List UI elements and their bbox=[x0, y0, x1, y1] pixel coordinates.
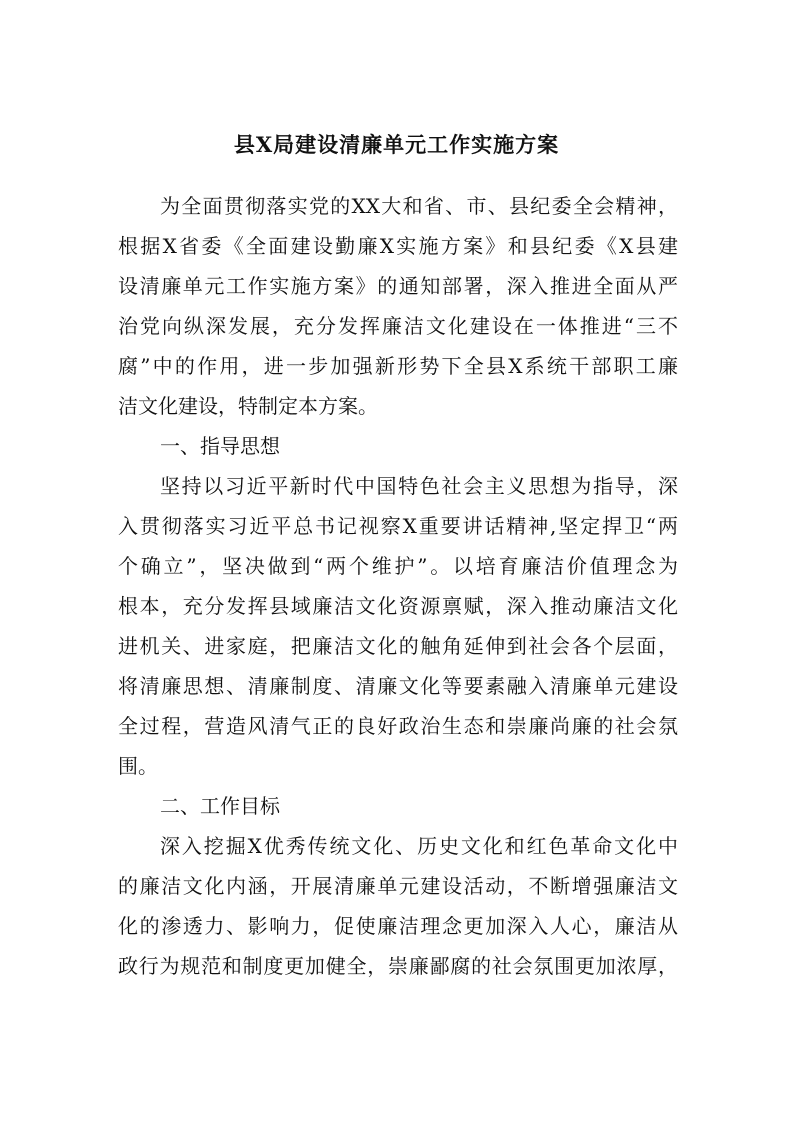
paragraph-intro-line-2: 根据X省委《全面建设勤廉X实施方案》和县纪委《X县建 bbox=[118, 234, 678, 258]
paragraph-guiding-line-2: 入贯彻落实习近平总书记视察X重要讲话精神,坚定捍卫“两 bbox=[118, 514, 678, 538]
paragraph-goals-line-2: 的廉洁文化内涵，开展清廉单元建设活动，不断增强廉洁文 bbox=[118, 874, 678, 898]
document-title: 县X局建设清廉单元工作实施方案 bbox=[233, 132, 560, 157]
paragraph-guiding-line-4: 根本，充分发挥县域廉洁文化资源禀赋，深入推动廉洁文化 bbox=[118, 594, 678, 618]
paragraph-guiding-line-3: 个确立”，坚决做到“两个维护”。以培育廉洁价值理念为 bbox=[118, 554, 678, 578]
section-heading-work-goals: 二、工作目标 bbox=[160, 794, 280, 818]
paragraph-guiding-line-1: 坚持以习近平新时代中国特色社会主义思想为指导，深 bbox=[160, 474, 678, 498]
paragraph-intro-line-6: 洁文化建设，特制定本方案。 bbox=[118, 394, 378, 418]
paragraph-intro-line-1: 为全面贯彻落实党的XX大和省、市、县纪委全会精神， bbox=[160, 194, 678, 218]
paragraph-intro-line-3: 设清廉单元工作实施方案》的通知部署，深入推进全面从严 bbox=[118, 274, 678, 298]
paragraph-intro-line-5: 腐”中的作用，进一步加强新形势下全县X系统干部职工廉 bbox=[118, 354, 678, 378]
paragraph-guiding-line-5: 进机关、进家庭，把廉洁文化的触角延伸到社会各个层面， bbox=[118, 634, 678, 658]
paragraph-goals-line-4: 政行为规范和制度更加健全，崇廉鄙腐的社会氛围更加浓厚， bbox=[118, 954, 678, 978]
paragraph-goals-line-1: 深入挖掘X优秀传统文化、历史文化和红色革命文化中 bbox=[160, 834, 678, 858]
section-heading-guiding-ideology: 一、指导思想 bbox=[160, 434, 280, 458]
paragraph-guiding-line-8: 围。 bbox=[118, 754, 158, 778]
paragraph-guiding-line-6: 将清廉思想、清廉制度、清廉文化等要素融入清廉单元建设 bbox=[118, 674, 678, 698]
paragraph-guiding-line-7: 全过程，营造风清气正的良好政治生态和崇廉尚廉的社会氛 bbox=[118, 714, 678, 738]
paragraph-goals-line-3: 化的渗透力、影响力，促使廉洁理念更加深入人心，廉洁从 bbox=[118, 914, 678, 938]
paragraph-intro-line-4: 治党向纵深发展，充分发挥廉洁文化建设在一体推进“三不 bbox=[118, 314, 678, 338]
